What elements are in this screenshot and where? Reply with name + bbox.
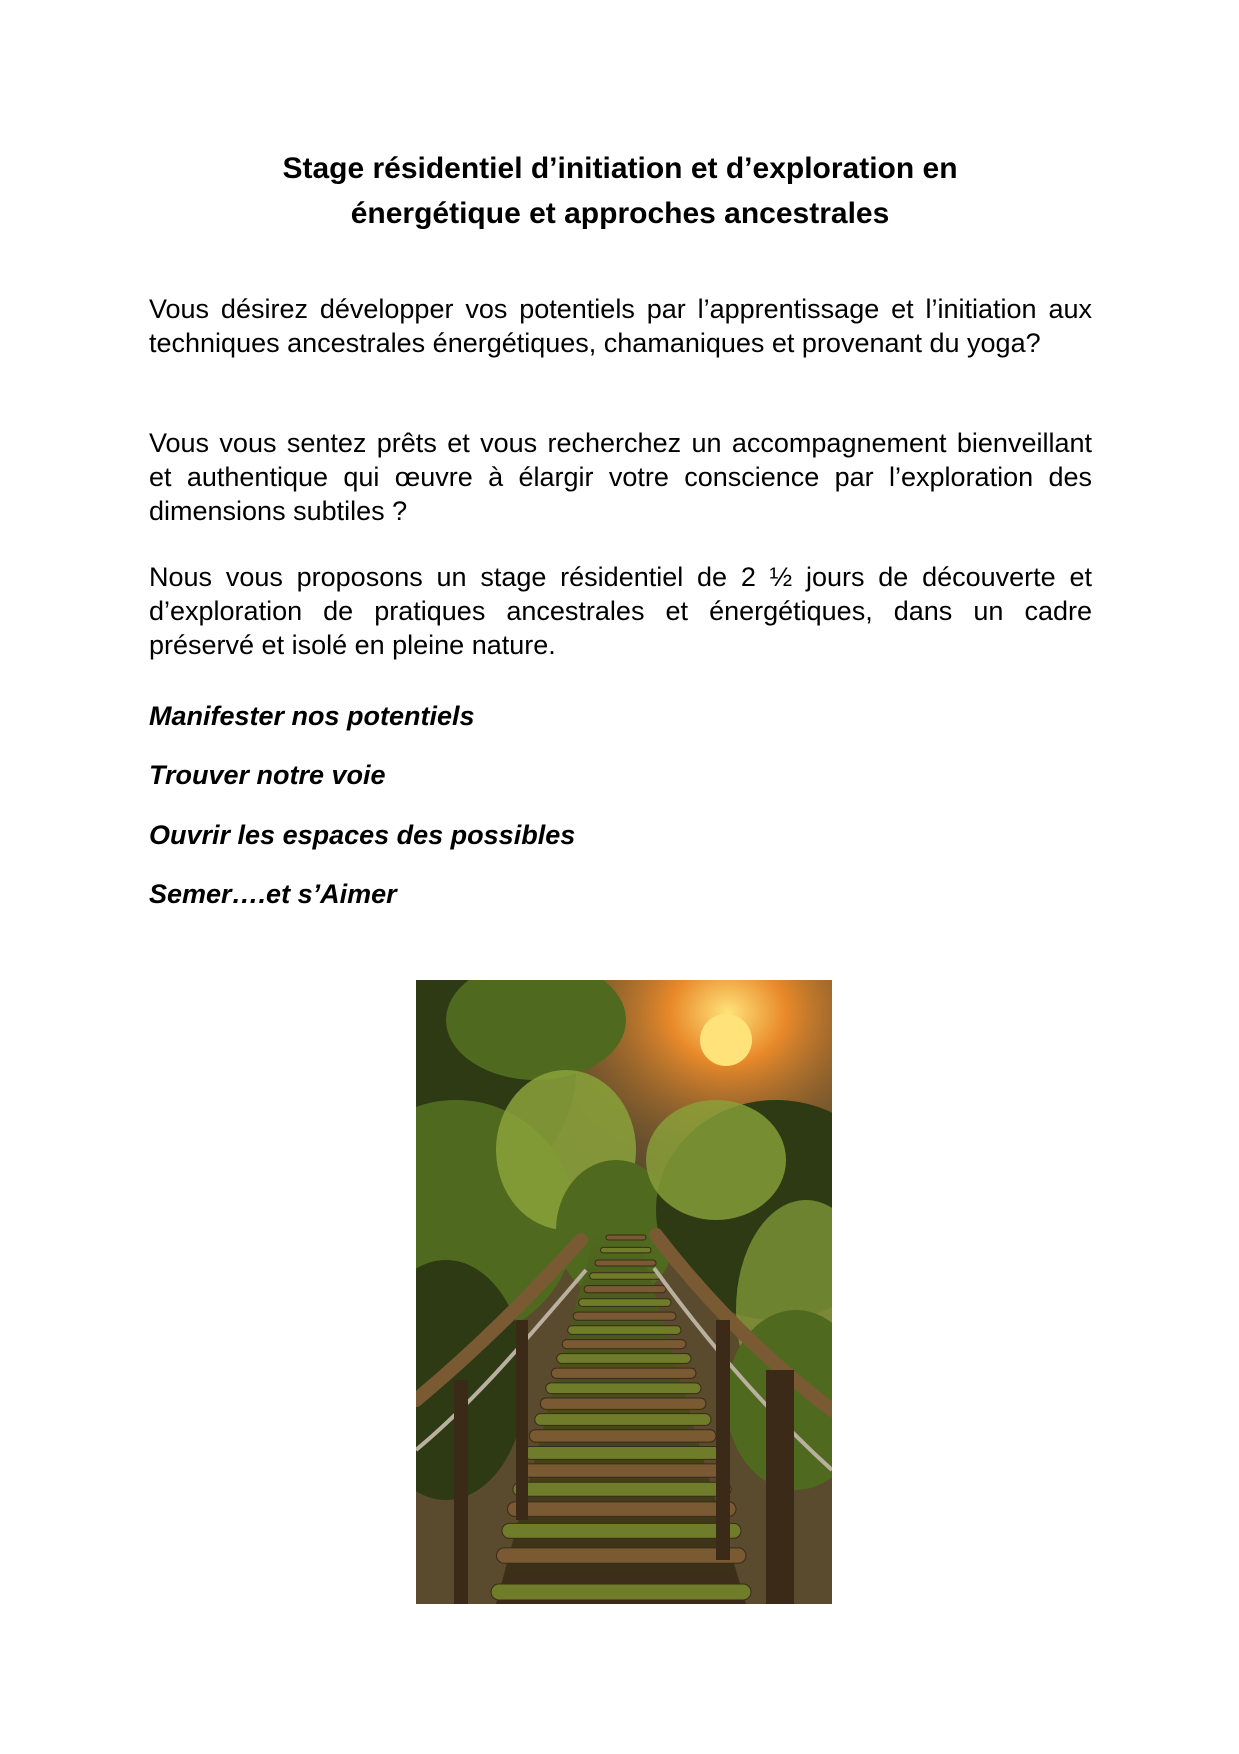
- stair-log: [557, 1354, 691, 1364]
- stair-log: [513, 1482, 731, 1496]
- stair-log: [518, 1464, 726, 1477]
- stair-log: [601, 1247, 651, 1253]
- motto-line-2: Trouver notre voie: [149, 760, 386, 790]
- sun: [700, 1014, 752, 1066]
- stair-log: [540, 1398, 706, 1409]
- intro-paragraph-1: Vous désirez développer vos potentiels par l’apprentissage et l’initiation aux techniques ancestrales énergétiques, chamaniques et provenant du yoga?: [149, 294, 1092, 358]
- stair-log: [606, 1235, 646, 1240]
- stair-log: [535, 1414, 711, 1426]
- document-title: [150, 146, 1090, 236]
- stair-log: [595, 1260, 656, 1266]
- stair-log: [524, 1446, 721, 1459]
- stair-log: [590, 1273, 661, 1280]
- stair-log: [507, 1502, 736, 1516]
- stair-log: [579, 1299, 671, 1307]
- stair-log: [502, 1523, 741, 1538]
- intro-paragraph-3: Nous vous proposons un stage résidentiel de 2 ½ jours de découverte et d’exploration de pratiques ancestrales et énergétiques, dans un cadre préservé et isolé en pleine nature.: [149, 562, 1092, 660]
- stair-log: [584, 1286, 666, 1293]
- motto-line-4: Semer….et s’Aimer: [149, 879, 397, 909]
- intro-paragraph-2: Vous vous sentez prêts et vous recherchez un accompagnement bienveillant et authentique qui œuvre à élargir votre conscience par l’exploration des dimensions subtiles ?: [149, 428, 1092, 526]
- stair-log: [562, 1340, 686, 1349]
- stair-log: [568, 1326, 681, 1335]
- stair-log: [551, 1368, 696, 1378]
- title-line-1: Stage résidentiel d’initiation et d’exploration en: [282, 152, 958, 185]
- stair-log: [546, 1383, 701, 1394]
- motto-line-1: Manifester nos potentiels: [149, 701, 475, 731]
- motto-line-3: Ouvrir les espaces des possibles: [149, 820, 576, 850]
- title-line-2: énergétique et approches ancestrales: [350, 197, 890, 230]
- stair-log: [491, 1584, 751, 1600]
- stair-log: [496, 1548, 746, 1563]
- stair-log: [529, 1430, 716, 1442]
- stair-log: [573, 1312, 676, 1320]
- forest-staircase-photo: [416, 980, 832, 1604]
